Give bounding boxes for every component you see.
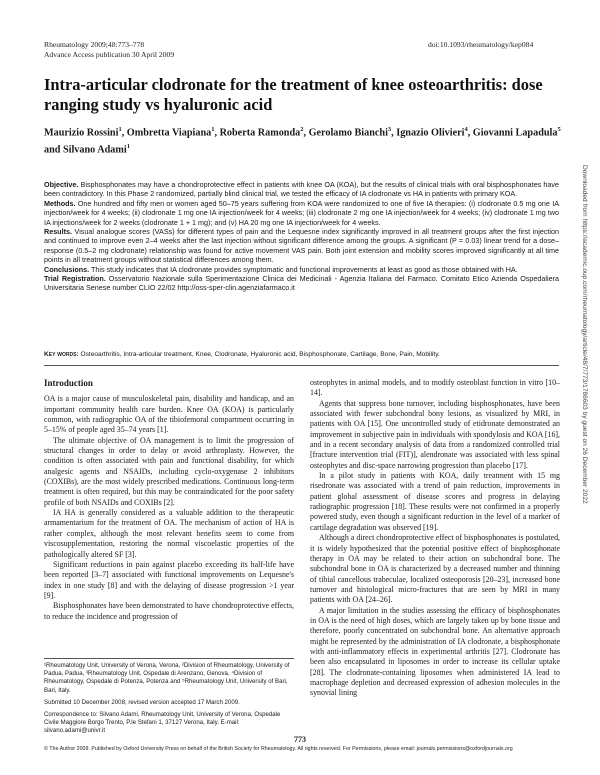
author[interactable]: Giovanni Lapadula [472,127,558,139]
submission-dates: Submitted 10 December 2008; revised version accepted 17 March 2009. [44,698,240,706]
paragraph: Although a direct chondroprotective effect of bisphosphonates is postulated, it is widely hypothesized that the potential positive effect of bisphosphonate therapy in OA may be related to their action on subchondral bone. The subchondral bone in OA is characterized by a decreased number and thinning of tibial cancellous trabeculae, localized osteoporosis [20–23], increased bone turnover and histological micro-fractures that are seen by MRI in many patients with OA [24–26]. [310,533,560,605]
author-affiliation-marker: 5 [557,126,561,133]
abstract-objective: Objective. Bisphosphonates may have a chondroprotective effect in patients with knee OA (KOA), but the results of clinical trials with oral bisphosphonates have been contradictory. In this Phase 2 randomized, partially blind clinical trial, we tested the efficacy of IA clodronate vs HA in patients with primary KOA. [44,180,559,199]
author-affiliation-marker: 4 [464,126,468,133]
author-affiliation-marker: 2 [300,126,304,133]
author[interactable]: Maurizio Rossini [44,127,119,139]
abstract [44,180,559,293]
keywords [44,350,559,359]
author[interactable]: Silvano Adami [62,144,127,156]
author[interactable]: Gerolamo Bianchi [308,127,388,139]
author[interactable]: Roberta Ramonda [219,127,301,139]
paragraph: Bisphosphonates have been demonstrated to have chondroprotective effects, to reduce the incidence and progression of [44,601,294,621]
author-list: Maurizio Rossini$^1$, Ombretta Viapiana$^1$, Roberta Ramonda$^2$, Gerolamo Bianchi$^3$, Ignazio Olivieri$^4$, Giovanni Lapadula$^5$ and Silvano Adami$^1$ [44,126,561,156]
abstract-methods: Methods. One hundred and fifty men or women aged 50–75 years suffering from KOA were randomized to one of five IA therapies: (i) clodronate 0.5 mg one IA injection/week for 4 weeks; (ii) clodronate 1 mg one IA injection/week for 4 weeks; (iii) clodronate 2 mg one IA injection/week for 4 weeks; (iv) clodronate 1 mg two IA injections/week for 2 weeks (clodronate 1 + 1 mg); and (v) HA 20 mg one IA injection/week for 4 weeks. [44,198,560,227]
paragraph: OA is a major cause of musculoskeletal pain, disability and handicap, and an important community health care burden. Knee OA (KOA) is particularly common, with radiographic OA of the tibiofemoral compartment occurring in 5–15% of people aged 35–74 years [1]. [44,394,294,435]
author-affiliation-marker: 1 [118,126,122,133]
section-heading-introduction: Introduction [44,378,93,388]
abstract-trial-registration: Trial Registration. Osservatorio Nazionale sulla Sperimentazione Clinica dei Medicinali - Agenzia Italiana del Farmaco. Comitato Etico Azienda Ospedaliera Universitaria Senese number CLIO 22/02 http://oss-sper-clin.agenziafarmaco.it [44,274,559,293]
author-affiliation-marker: 1 [211,126,215,133]
paragraph: IA HA is generally considered as a valuable addition to the therapeutic armamentarium for the treatment of OA. The mechanism of action of HA is rather complex, although the most relevant benefits seem to come from viscosupplementation, restoring the normal viscoelastic properties of the pathologically altered SF [3]. [44,508,294,559]
page-number: 773 [294,735,306,744]
journal-citation: Rheumatology 2009;48:773–778 [44,40,145,49]
title-text: Intra-articular clodronate for the treatment of knee osteoarthritis: dose ranging study vs hyaluronic acid [44,75,543,114]
keywords-text: Osteoarthritis, Intra-articular treatment, Knee, Clodronate, Hyaluronic acid, Bisphosphonate, Cartilage, Bone, Pain, Mobility. [80,351,440,358]
paragraph: In a pilot study in patients with KOA, daily treatment with 15 mg risedronate was associated with a trend of pain reduction, improvements in patient global assessment of disease scores and progress in delaying radiographic progression [18]. These results were not confirmed in a properly powered study, even though a significant reduction in the level of a marker of cartilage degradation was observed [19]. [310,471,560,532]
abstract-results: Results. Visual analogue scores (VASs) for different types of pain and the Lequesne index significantly improved in all treatment groups after the first injection and continued to improve even 2–4 weeks after the last injection without significant difference among the groups. A significant (P = 0.03) linear trend for a dose–response (0.5–2 mg clodronate) relationship was found for active movement VAS pain. Both joint extension and mobility scores improved significantly at all time points in all treatment groups without statistical differences among them. [44,227,560,265]
author-affiliation-marker: 1 [126,142,130,150]
footnote-divider [44,658,294,659]
article-title [44,75,564,115]
author[interactable]: Ombretta Viapiana [126,127,212,139]
footnotes [44,662,294,740]
correspondence: Correspondence to: Silvano Adami, Rheumatology Unit, University of Verona, Ospedale Civile Maggiore Borgo Trento, P.le Stefani 1, 37127 Verona, Italy. E-mail: silvano.adami@univr.it [44,711,281,735]
author[interactable]: Ignazio Olivieri [396,127,465,139]
keywords-label: Key words: [44,351,79,358]
author-affiliation-marker: 3 [387,126,392,133]
paragraph: osteophytes in animal models, and to modify osteoblast function in vitro [10–14]. [310,378,560,398]
copyright-notice: © The Author 2009. Published by Oxford University Press on behalf of the British Society for Rheumatology. All rights reserved. For Permissions, please email: journals.permissions@oxfordjournals.org [44,746,513,752]
abstract-conclusions: Conclusions. This study indicates that IA clodronate provides symptomatic and functional improvements at least as good as those obtained with HA. [44,264,518,274]
paragraph: Significant reductions in pain against placebo exceeding its half-life have been reported [3–7] associated with functional improvements on Lequesne's index in one study [8] and with the delaying of disease progression >1 year [9]. [44,559,294,600]
doi[interactable]: doi:10.1093/rheumatology/kep084 [428,40,534,49]
left-column [44,378,294,622]
affiliations: ¹Rheumatology Unit, University of Verona, Verona, ²Division of Rheumatology, University of Padua, Padua, ³Rheumatology Unit, Ospedale di Arenzano, Genova, ⁴Division of Rheumatology, Ospedale di Potenza, Potenza and ⁵Rheumatology Unit, University of Bari, Bari, Italy. [44,662,290,694]
paragraph: A major limitation in the studies assessing the efficacy of bisphosphonates in OA is the need of high doses, which are largely taken up by bone tissue and therefore, poorly concentrated on subchondral bone. An alternative approach might be represented by the administration of IA clodronate, a bisphosphonate with anti-inflammatory effects in experimental arthritis [27]. Clodronate has been also encapsulated in liposomes in order to increase its cellular uptake [28]. The clodronate-containing liposomes when administered IA lead to macrophage depletion and decreased expression of adhesion molecules in the synovial lining [310,605,560,698]
paragraph: The ultimate objective of OA management is to limit the progression of structural changes in order to delay or avoid arthroplasty. However, the condition is often associated with pain and functional disability, for which analgesic agents and NSAIDs, including cyclo-oxygenase 2 inhibitors (COXIBs), are the most widely prescribed medications. Continuous long-term treatment is often required, but this may be contraindicated for the poor safety profile of both NSAIDs and COXIBs [2]. [44,435,294,507]
right-column [310,378,560,699]
paragraph: Agents that suppress bone turnover, including bisphosphonates, have been associated with fewer subchondral bony lesions, as visualized by MRI, in patients with OA [15]. One uncontrolled study of etidronate demonstrated an improvement in subjective pain in individuals with spondylosis and KOA [16], and in a recent secondary analysis of data from a randomized controlled trial [fracture intervention trial (FIT)], alendronate was associated with less spinal osteophytes and disc-space narrowing progression than placebo [17]. [310,398,560,470]
advance-access-date: Advance Access publication 30 April 2009 [44,50,175,59]
download-watermark: Downloaded from https://academic.oup.com/rheumatology/article/48/7/773/1786603 by guest on 26 December 2022 [581,165,588,504]
divider [44,365,559,366]
